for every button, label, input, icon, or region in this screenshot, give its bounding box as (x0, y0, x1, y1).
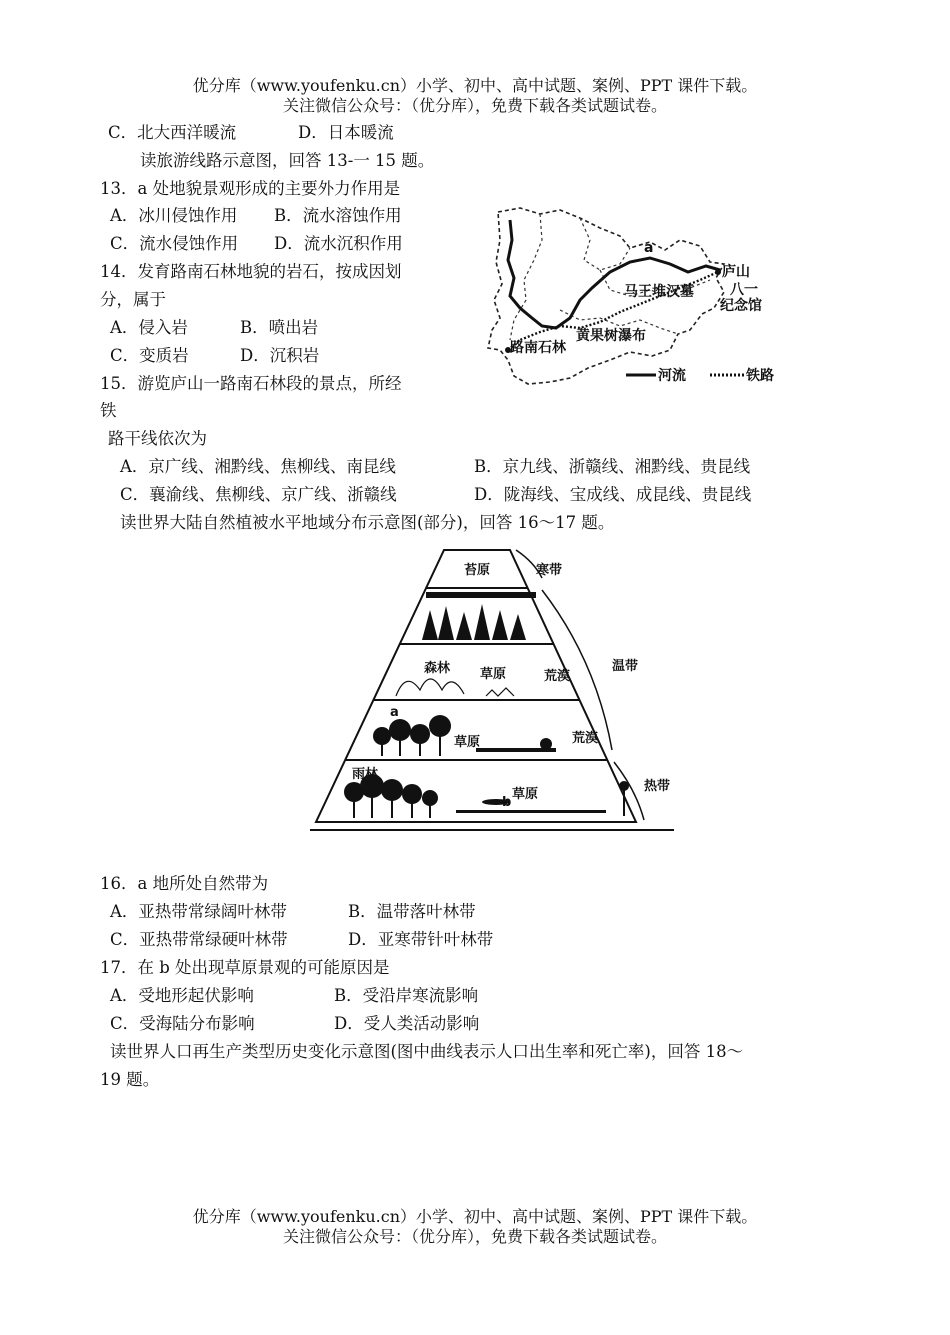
tour-route-map (480, 200, 800, 400)
q13-option-d: D．流水沉积作用 (274, 234, 403, 253)
q15-option-b: B．京九线、浙赣线、湘黔线、贵昆线 (474, 457, 751, 476)
q16-option-d: D．亚寒带针叶林带 (348, 930, 494, 949)
q16-option-b: B．温带落叶林带 (348, 902, 476, 921)
header-line-2: 关注微信公众号：（优分库），免费下载各类试题试卷。 (282, 96, 667, 115)
label-forest: 森林 (424, 661, 451, 676)
q15-stem-3: 路干线依次为 (108, 429, 207, 448)
river-line (508, 220, 720, 328)
intro-vegetation: 读世界大陆自然植被水平地域分布示意图(部分)，回答 16～17 题。 (120, 513, 615, 532)
q14-stem-2: 分，属于 (100, 290, 166, 309)
conifer-trees (422, 592, 536, 640)
intro-map: 读旅游线路示意图，回答 13-一 15 题。 (140, 151, 435, 170)
q15-stem-1: 15．游览庐山一路南石林段的景点，所经 (100, 374, 402, 393)
map-label-bayi-2: 纪念馆 (720, 298, 762, 314)
q17-option-c: C．受海陆分布影响 (110, 1014, 255, 1033)
q13-option-c: C．流水侵蚀作用 (110, 234, 239, 253)
q17-option-a: A．受地形起伏影响 (110, 986, 254, 1005)
q14-option-b: B．喷出岩 (240, 318, 319, 337)
label-tropic-zone: 热带 (644, 779, 671, 794)
q16-stem: 16．a 地所处自然带为 (100, 874, 269, 893)
tropic-bracket (614, 762, 644, 820)
footer-line-1: 优分库（www.youfenku.cn）小学、初中、高中试题、案例、PPT 课件下载。 (192, 1207, 758, 1226)
legend-rail-label: 铁路 (746, 368, 774, 384)
map-label-lunan: 路南石林 (510, 340, 566, 356)
label-grassland-1: 草原 (480, 667, 507, 682)
label-rainforest: 雨林 (352, 767, 379, 782)
map-label-bayi-1: 八一 (730, 282, 758, 298)
q13-option-a: A．冰川侵蚀作用 (110, 206, 238, 225)
legend-river-label: 河流 (658, 368, 686, 384)
q15-option-d: D．陇海线、宝成线、成昆线、贵昆线 (474, 485, 752, 504)
label-grassland-3: 草原 (512, 787, 539, 802)
intro-population-1: 读世界人口再生产类型历史变化示意图(图中曲线表示人口出生率和死亡率)，回答 18～ (110, 1042, 744, 1061)
label-temperate-zone: 温带 (612, 659, 639, 674)
label-a: a (390, 705, 399, 720)
q17-option-d: D．受人类活动影响 (334, 1014, 480, 1033)
q15-option-a: A．京广线、湘黔线、焦柳线、南昆线 (120, 457, 396, 476)
inner-boundary-2 (580, 218, 630, 270)
map-label-huangguoshu: 黄果树瀑布 (576, 328, 646, 344)
lushan-marker (715, 269, 721, 275)
label-desert-2: 荒漠 (572, 731, 599, 746)
q14-option-a: A．侵入岩 (110, 318, 188, 337)
q14-option-c: C．变质岩 (110, 346, 189, 365)
rainforest-trees (344, 774, 629, 818)
q16-option-a: A．亚热带常绿阔叶林带 (110, 902, 287, 921)
q16-option-c: C．亚热带常绿硬叶林带 (110, 930, 288, 949)
q13-stem: 13．a 处地貌景观形成的主要外力作用是 (100, 179, 401, 198)
label-b: b (502, 795, 512, 810)
label-grassland-2: 草原 (454, 735, 481, 750)
map-label-mawangdui: 马王堆汉墓 (624, 284, 694, 300)
vegetation-pyramid-diagram (296, 540, 676, 840)
intro-population-2: 19 题。 (100, 1070, 160, 1089)
q15-stem-2: 铁 (100, 401, 117, 420)
q17-stem: 17．在 b 处出现草原景观的可能原因是 (100, 958, 390, 977)
q15-option-c: C．襄渝线、焦柳线、京广线、浙赣线 (120, 485, 397, 504)
prev-option-c: C．北大西洋暖流 (108, 123, 237, 142)
label-cold-zone: 寒带 (536, 563, 563, 578)
map-label-lushan: 庐山 (722, 264, 750, 280)
q14-option-d: D．沉积岩 (240, 346, 320, 365)
prev-option-d: D．日本暖流 (298, 123, 394, 142)
q14-stem-1: 14．发育路南石林地貌的岩石，按成因划 (100, 262, 402, 281)
q13-option-b: B．流水溶蚀作用 (274, 206, 402, 225)
label-tundra: 苔原 (464, 563, 491, 578)
header-line-1: 优分库（www.youfenku.cn）小学、初中、高中试题、案例、PPT 课件下载。 (192, 76, 758, 95)
footer-line-2: 关注微信公众号：（优分库），免费下载各类试题试卷。 (282, 1227, 667, 1246)
q17-option-b: B．受沿岸寒流影响 (334, 986, 479, 1005)
label-desert-1: 荒漠 (544, 669, 571, 684)
map-label-a: a (644, 240, 654, 256)
